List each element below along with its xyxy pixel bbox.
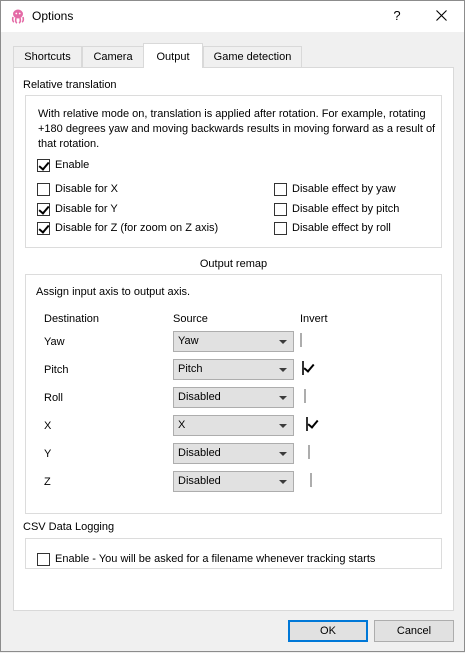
tab-game-detection[interactable]: Game detection (203, 46, 302, 67)
checkbox-label: Disable effect by roll (292, 222, 391, 234)
checkbox-box[interactable] (37, 203, 50, 216)
selected-value: Disabled (178, 391, 221, 403)
chevron-down-icon (279, 368, 287, 372)
disable-roll-effect-checkbox[interactable] (274, 221, 391, 235)
disable-x-checkbox[interactable] (37, 182, 118, 196)
relative-enable-checkbox[interactable] (37, 158, 89, 172)
csv-logging-enable-checkbox[interactable] (37, 552, 375, 566)
checkbox-box[interactable] (274, 183, 287, 196)
checkbox-box[interactable] (274, 203, 287, 216)
relative-translation-description: With relative mode on, translation is applied after rotation. For example, rotating +180 degrees yaw and moving backwards results in moving forward as a result of that rotation. (38, 108, 436, 150)
invert-checkbox-roll[interactable] (304, 389, 306, 403)
invert-checkbox-z[interactable] (310, 473, 312, 487)
window-title: Options (32, 9, 74, 23)
tab-output[interactable]: Output (143, 43, 203, 68)
column-header-destination: Destination (44, 313, 100, 325)
destination-label-pitch: Pitch (44, 364, 69, 376)
source-select-roll[interactable] (173, 387, 294, 408)
source-select-yaw[interactable] (173, 331, 294, 352)
checkbox-label: Disable for Y (55, 203, 118, 215)
selected-value: Disabled (178, 447, 221, 459)
disable-z-checkbox[interactable] (37, 221, 218, 235)
source-select-pitch[interactable] (173, 359, 294, 380)
tab-shortcuts[interactable]: Shortcuts (13, 46, 82, 67)
invert-checkbox-pitch[interactable] (302, 361, 304, 375)
invert-checkbox-y[interactable] (308, 445, 310, 459)
chevron-down-icon (279, 396, 287, 400)
chevron-down-icon (279, 452, 287, 456)
checkbox-label: Enable (55, 159, 90, 171)
source-select-y[interactable] (173, 443, 294, 464)
source-select-x[interactable] (173, 415, 294, 436)
invert-checkbox-yaw[interactable] (300, 333, 302, 347)
checkbox-box[interactable] (37, 222, 50, 235)
checkbox-label: Disable effect by yaw (292, 183, 396, 195)
destination-label-x: X (44, 420, 52, 432)
destination-label-roll: Roll (44, 392, 63, 404)
column-header-invert: Invert (300, 313, 328, 325)
checkbox-label: Disable for Z (for zoom on Z axis) (55, 222, 219, 234)
checkbox-box[interactable] (37, 553, 50, 566)
cancel-button[interactable]: Cancel (374, 620, 454, 642)
destination-label-y: Y (44, 448, 52, 460)
chevron-down-icon (279, 340, 287, 344)
tab-camera[interactable]: Camera (82, 46, 144, 67)
relative-translation-heading: Relative translation (23, 79, 117, 91)
column-header-source: Source (173, 313, 208, 325)
selected-value: X (178, 419, 186, 431)
output-remap-heading: Output remap (199, 258, 268, 270)
checkbox-box[interactable] (37, 183, 50, 196)
destination-label-z: Z (44, 476, 51, 488)
csv-logging-heading: CSV Data Logging (23, 521, 115, 533)
checkbox-box[interactable] (274, 222, 287, 235)
checkbox-label: Enable - You will be asked for a filename whenever tracking starts (55, 553, 376, 565)
checkbox-label: Disable effect by pitch (292, 203, 400, 215)
output-remap-instruction: Assign input axis to output axis. (36, 286, 191, 298)
selected-value: Pitch (178, 363, 203, 375)
selected-value: Disabled (178, 475, 221, 487)
invert-checkbox-x[interactable] (306, 417, 308, 431)
disable-yaw-effect-checkbox[interactable] (274, 182, 396, 196)
selected-value: Yaw (178, 335, 199, 347)
destination-label-yaw: Yaw (44, 336, 65, 348)
checkbox-label: Disable for X (55, 183, 118, 195)
chevron-down-icon (279, 480, 287, 484)
ok-button[interactable]: OK (288, 620, 368, 642)
chevron-down-icon (279, 424, 287, 428)
checkbox-box[interactable] (37, 159, 50, 172)
disable-pitch-effect-checkbox[interactable] (274, 202, 399, 216)
disable-y-checkbox[interactable] (37, 202, 118, 216)
help-button[interactable]: ? (393, 8, 401, 23)
source-select-z[interactable] (173, 471, 294, 492)
